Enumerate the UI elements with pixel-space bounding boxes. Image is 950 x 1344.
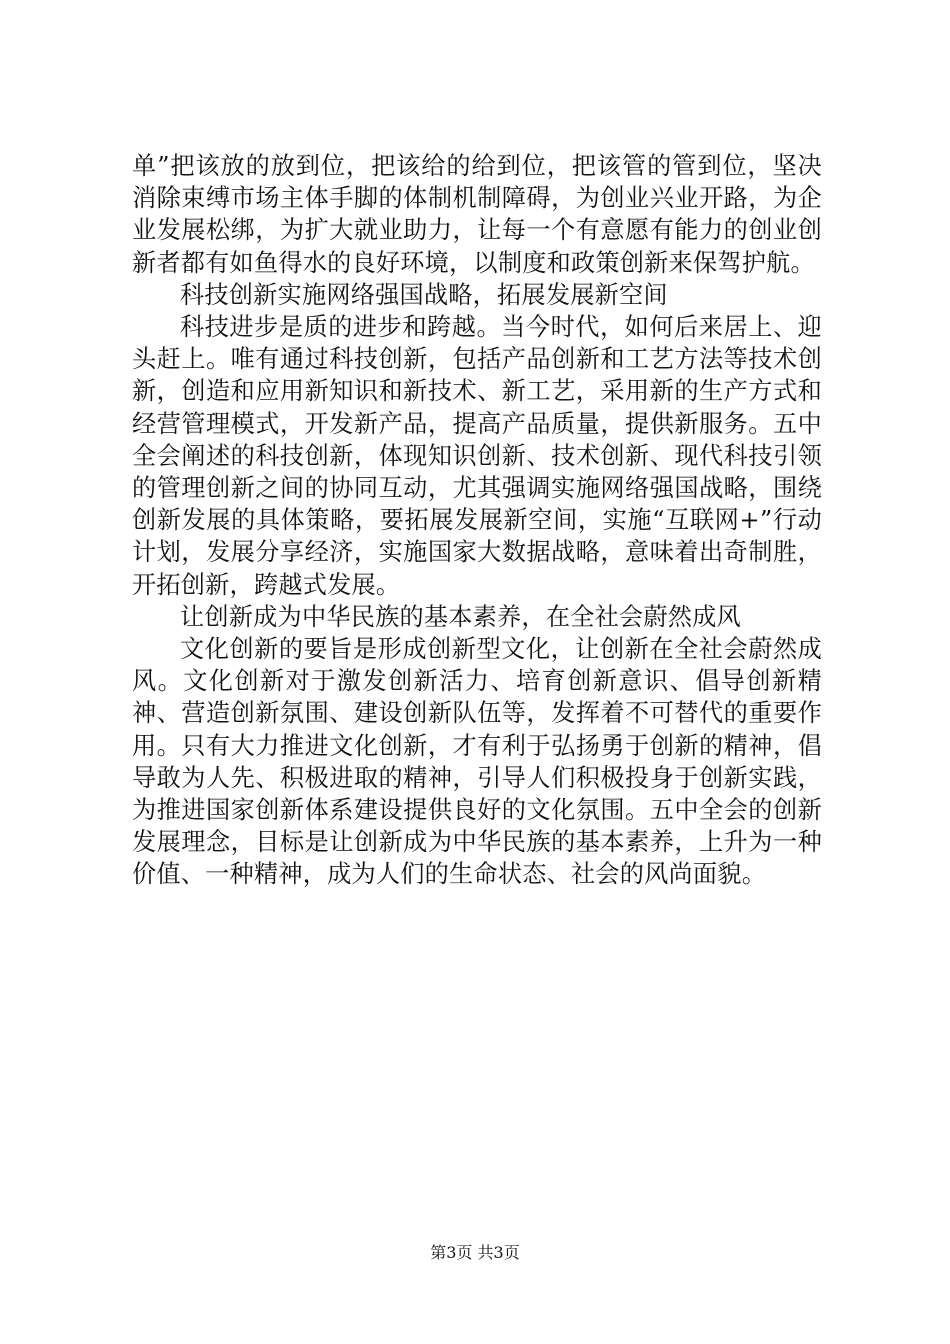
paragraph-tech-innovation: 科技进步是质的进步和跨越。当今时代，如何后来居上、迎头赶上。唯有通过科技创新，包括产品创新和工艺方法等技术创新，创造和应用新知识和新技术、新工艺，采用新的生产方式和经营管理模式，开发新产品，提高产品质量，提供新服务。五中全会阐述的科技创新，体现知识创新、技术创新、现代科技引领的管理创新之间的协同互动，尤其强调实施网络强国战略，围绕创新发展的具体策略，要拓展发展新空间，实施“互联网+”行动计划，发展分享经济，实施国家大数据战略，意味着出奇制胜，开拓创新，跨越式发展。 <box>132 313 822 599</box>
section-heading-culture-innovation: 让创新成为中华民族的基本素养，在全社会蔚然成风 <box>180 602 741 631</box>
document-body <box>132 150 822 891</box>
page-number-footer: 第3页 共3页 <box>430 1243 520 1262</box>
paragraph-culture-innovation: 文化创新的要旨是形成创新型文化，让创新在全社会蔚然成风。文化创新对于激发创新活力、培育创新意识、倡导创新精神、营造创新氛围、建设创新队伍等，发挥着不可替代的重要作用。只有大力推进文化创新，才有利于弘扬勇于创新的精神，倡导敢为人先、积极进取的精神，引导人们积极投身于创新实践，为推进国家创新体系建设提供良好的文化氛围。五中全会的创新发展理念，目标是让创新成为中华民族的基本素养，上升为一种价值、一种精神，成为人们的生命状态、社会的风尚面貌。 <box>132 635 822 889</box>
paragraph-continuation: 单”把该放的放到位，把该给的给到位，把该管的管到位，坚决消除束缚市场主体手脚的体制机制障碍，为创业兴业开路，为企业发展松绑，为扩大就业助力，让每一个有意愿有能力的创业创新者都有如鱼得水的良好环境，以制度和政策创新来保驾护航。 <box>132 152 822 277</box>
section-heading-tech-innovation: 科技创新实施网络强国战略，拓展发展新空间 <box>180 280 668 309</box>
